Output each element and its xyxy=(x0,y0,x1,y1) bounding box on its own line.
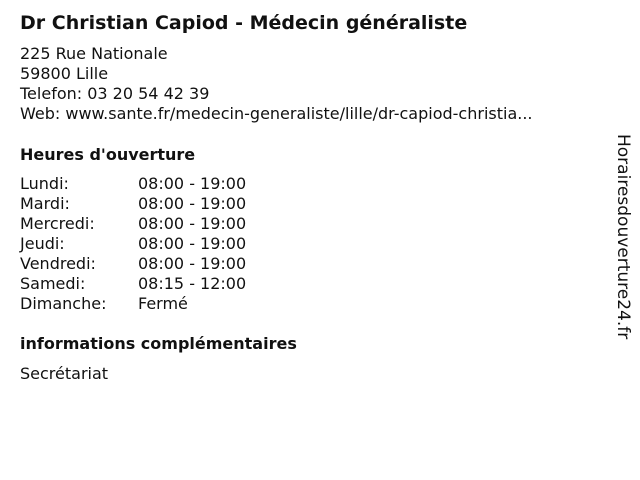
site-watermark: Horairesdouverture24.fr xyxy=(613,134,633,340)
hours-row-wednesday xyxy=(20,214,246,234)
day-label: Samedi: xyxy=(20,274,86,293)
day-label: Jeudi: xyxy=(20,234,65,253)
phone-number: Telefon: 03 20 54 42 39 xyxy=(20,84,210,103)
additional-info-item: Secrétariat xyxy=(20,364,109,383)
day-hours: 08:00 - 19:00 xyxy=(138,174,247,193)
additional-info-heading: informations complémentaires xyxy=(20,334,297,353)
day-label: Dimanche: xyxy=(20,294,107,313)
hours-row-sunday xyxy=(20,294,246,314)
day-label: Vendredi: xyxy=(20,254,96,273)
day-label: Lundi: xyxy=(20,174,69,193)
day-hours: 08:00 - 19:00 xyxy=(138,214,247,233)
hours-row-saturday xyxy=(20,274,246,294)
hours-row-monday xyxy=(20,174,246,194)
page-title: Dr Christian Capiod - Médecin généraliste xyxy=(20,12,468,34)
day-hours: 08:00 - 19:00 xyxy=(138,254,247,273)
hours-row-thursday xyxy=(20,234,246,254)
day-label: Mercredi: xyxy=(20,214,95,233)
opening-hours-table xyxy=(20,174,246,314)
opening-hours-heading: Heures d'ouverture xyxy=(20,145,196,164)
day-label: Mardi: xyxy=(20,194,70,213)
website-link[interactable]: Web: www.sante.fr/medecin-generaliste/lille/dr-capiod-christia... xyxy=(20,104,533,123)
hours-row-friday xyxy=(20,254,246,274)
day-hours: Fermé xyxy=(138,294,188,313)
business-card xyxy=(20,10,600,384)
address-city: 59800 Lille xyxy=(20,64,109,83)
day-hours: 08:00 - 19:00 xyxy=(138,234,247,253)
day-hours: 08:15 - 12:00 xyxy=(138,274,247,293)
hours-row-tuesday xyxy=(20,194,246,214)
day-hours: 08:00 - 19:00 xyxy=(138,194,247,213)
address-street: 225 Rue Nationale xyxy=(20,44,168,63)
